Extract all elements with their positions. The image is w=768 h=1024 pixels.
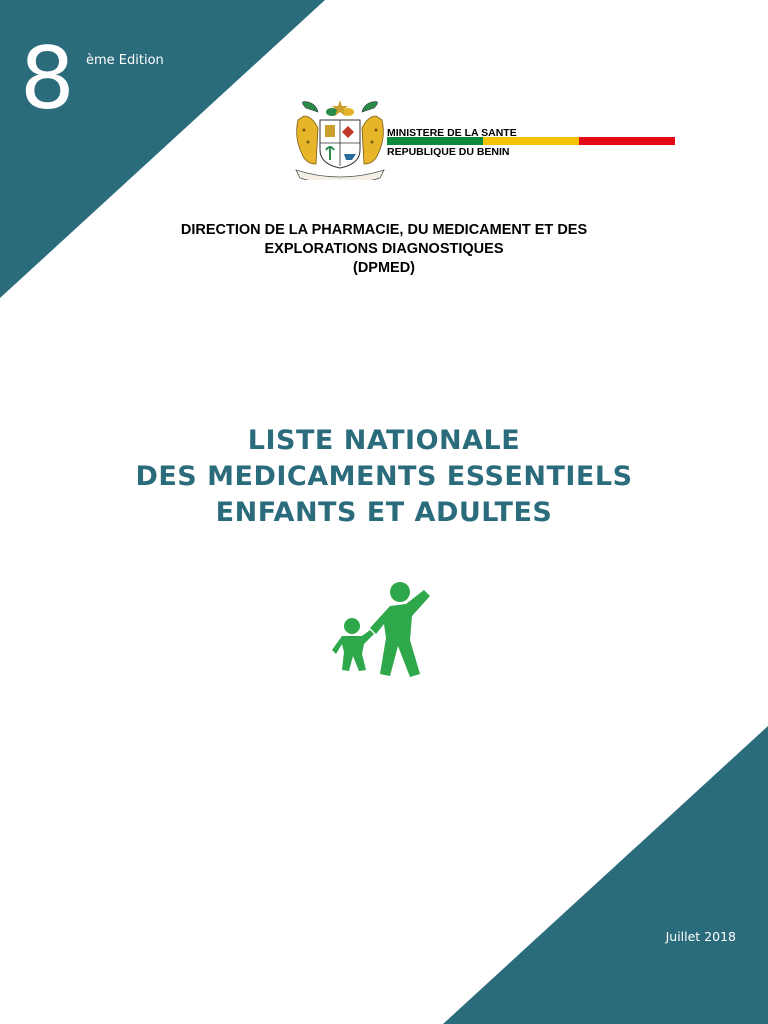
ministry-line-1: MINISTERE DE LA SANTE <box>387 127 517 139</box>
edition-number: 8 <box>20 29 75 129</box>
ministry-header <box>387 124 517 162</box>
adult-child-icon <box>332 580 434 680</box>
direction-line-1: DIRECTION DE LA PHARMACIE, DU MEDICAMENT ET DES <box>180 222 588 238</box>
edition-suffix: ème Edition <box>86 53 164 68</box>
title-line-3: ENFANTS ET ADULTES <box>215 497 553 528</box>
direction-block <box>0 221 768 278</box>
publication-date: Juillet 2018 <box>665 929 736 944</box>
direction-line-3: (DPMED) <box>352 260 416 276</box>
direction-line-2: EXPLORATIONS DIAGNOSTIQUES <box>264 241 504 257</box>
ministry-line-2: REPUBLIQUE DU BENIN <box>387 146 510 158</box>
flag-red <box>579 137 675 145</box>
title-line-2: DES MEDICAMENTS ESSENTIELS <box>135 461 633 492</box>
title-line-1: LISTE NATIONALE <box>247 425 521 456</box>
document-title <box>0 423 768 531</box>
bottom-right-triangle <box>443 726 768 1024</box>
coat-of-arms-icon <box>292 98 388 180</box>
